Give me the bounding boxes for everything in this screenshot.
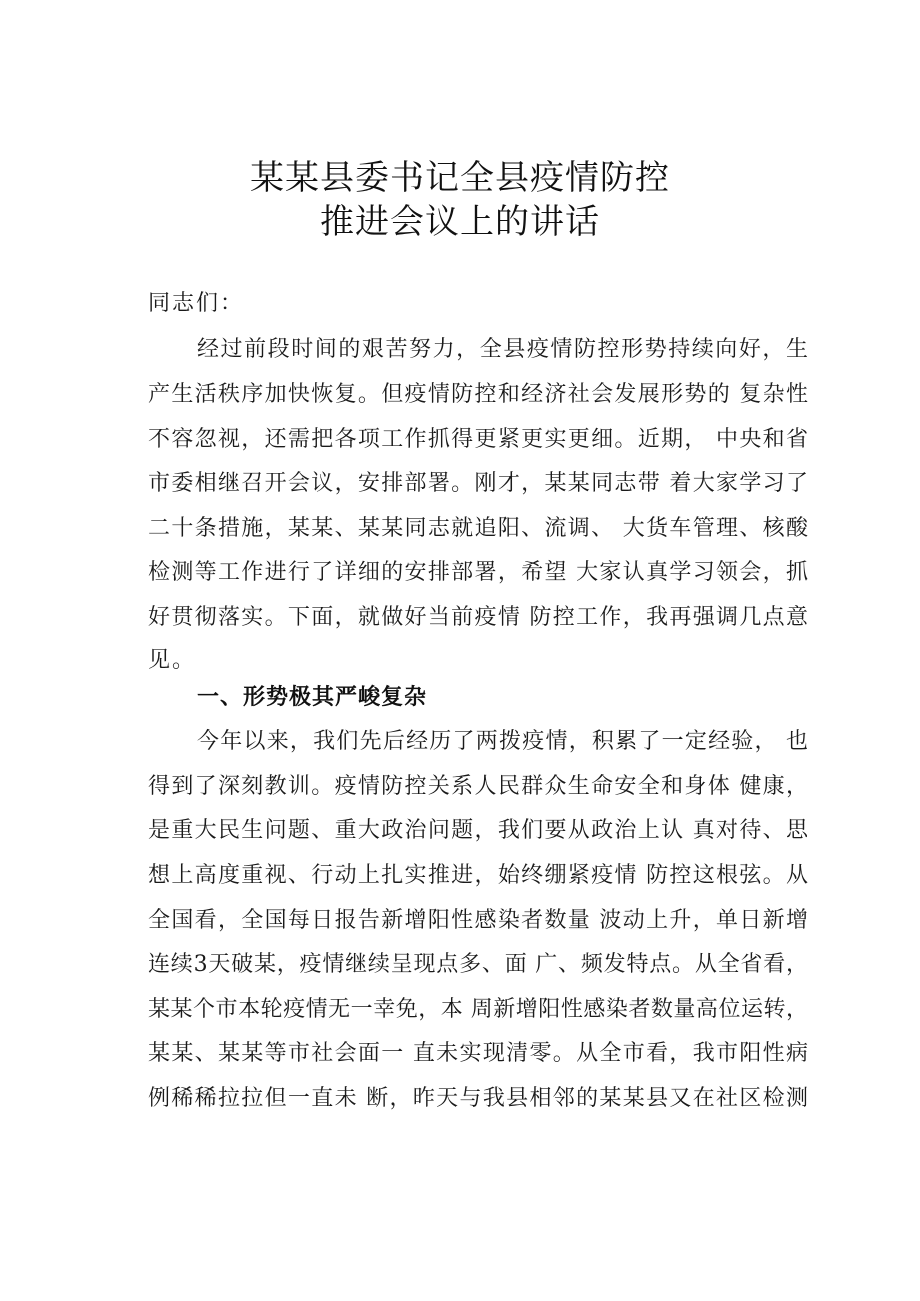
paragraph-line: 不容忽视，还需把各项工作抓得更紧更实更细。近期， 中央和省 — [148, 427, 808, 452]
paragraph-line: 市委相继召开会议，安排部署。刚才，某某同志带 着大家学习了 — [148, 471, 808, 496]
paragraph-line: 某某、某某等市社会面一 直未实现清零。从全市看，我市阳性病 — [148, 1041, 808, 1066]
paragraph-line: 全国看，全国每日报告新增阳性感染者数量 波动上升，单日新增 — [148, 908, 808, 933]
paragraph-line: 是重大民生问题、重大政治问题，我们要从政治上认 真对待、思 — [148, 818, 808, 843]
document-title-line-1: 某某县委书记全县疫情防控 — [250, 158, 670, 198]
paragraph-line: 想上高度重视、行动上扎实推进，始终绷紧疫情 防控这根弦。从 — [148, 863, 808, 888]
document-title-line-2: 推进会议上的讲话 — [320, 202, 600, 242]
paragraph-line: 二十条措施，某某、某某同志就追阳、流调、 大货车管理、核酸 — [148, 516, 808, 541]
paragraph-line: 得到了深刻教训。疫情防控关系人民群众生命安全和身体 健康， — [148, 774, 808, 799]
paragraph-line: 检测等工作进行了详细的安排部署，希望 大家认真学习领会，抓 — [148, 560, 808, 585]
paragraph-line: 产生活秩序加快恢复。但疫情防控和经济社会发展形势的 复杂性 — [148, 382, 808, 407]
paragraph-line: 某某个市本轮疫情无一幸免，本 周新增阳性感染者数量高位运转， — [148, 997, 808, 1022]
paragraph-line: 好贯彻落实。下面，就做好当前疫情 防控工作，我再强调几点意 — [148, 605, 808, 630]
paragraph-line: 经过前段时间的艰苦努力，全县疫情防控形势持续向好，生 — [197, 337, 808, 362]
paragraph-line: 见。 — [148, 648, 197, 673]
section-heading: 一、形势极其严峻复杂 — [197, 685, 428, 710]
salutation: 同志们： — [148, 291, 245, 316]
paragraph-line: 例稀稀拉拉但一直未 断，昨天与我县相邻的某某县又在社区检测 — [148, 1086, 808, 1111]
paragraph-line: 连续3天破某，疫情继续呈现点多、面 广、频发特点。从全省看， — [148, 952, 808, 977]
paragraph-line: 今年以来，我们先后经历了两拨疫情，积累了一定经验， 也 — [197, 729, 808, 754]
